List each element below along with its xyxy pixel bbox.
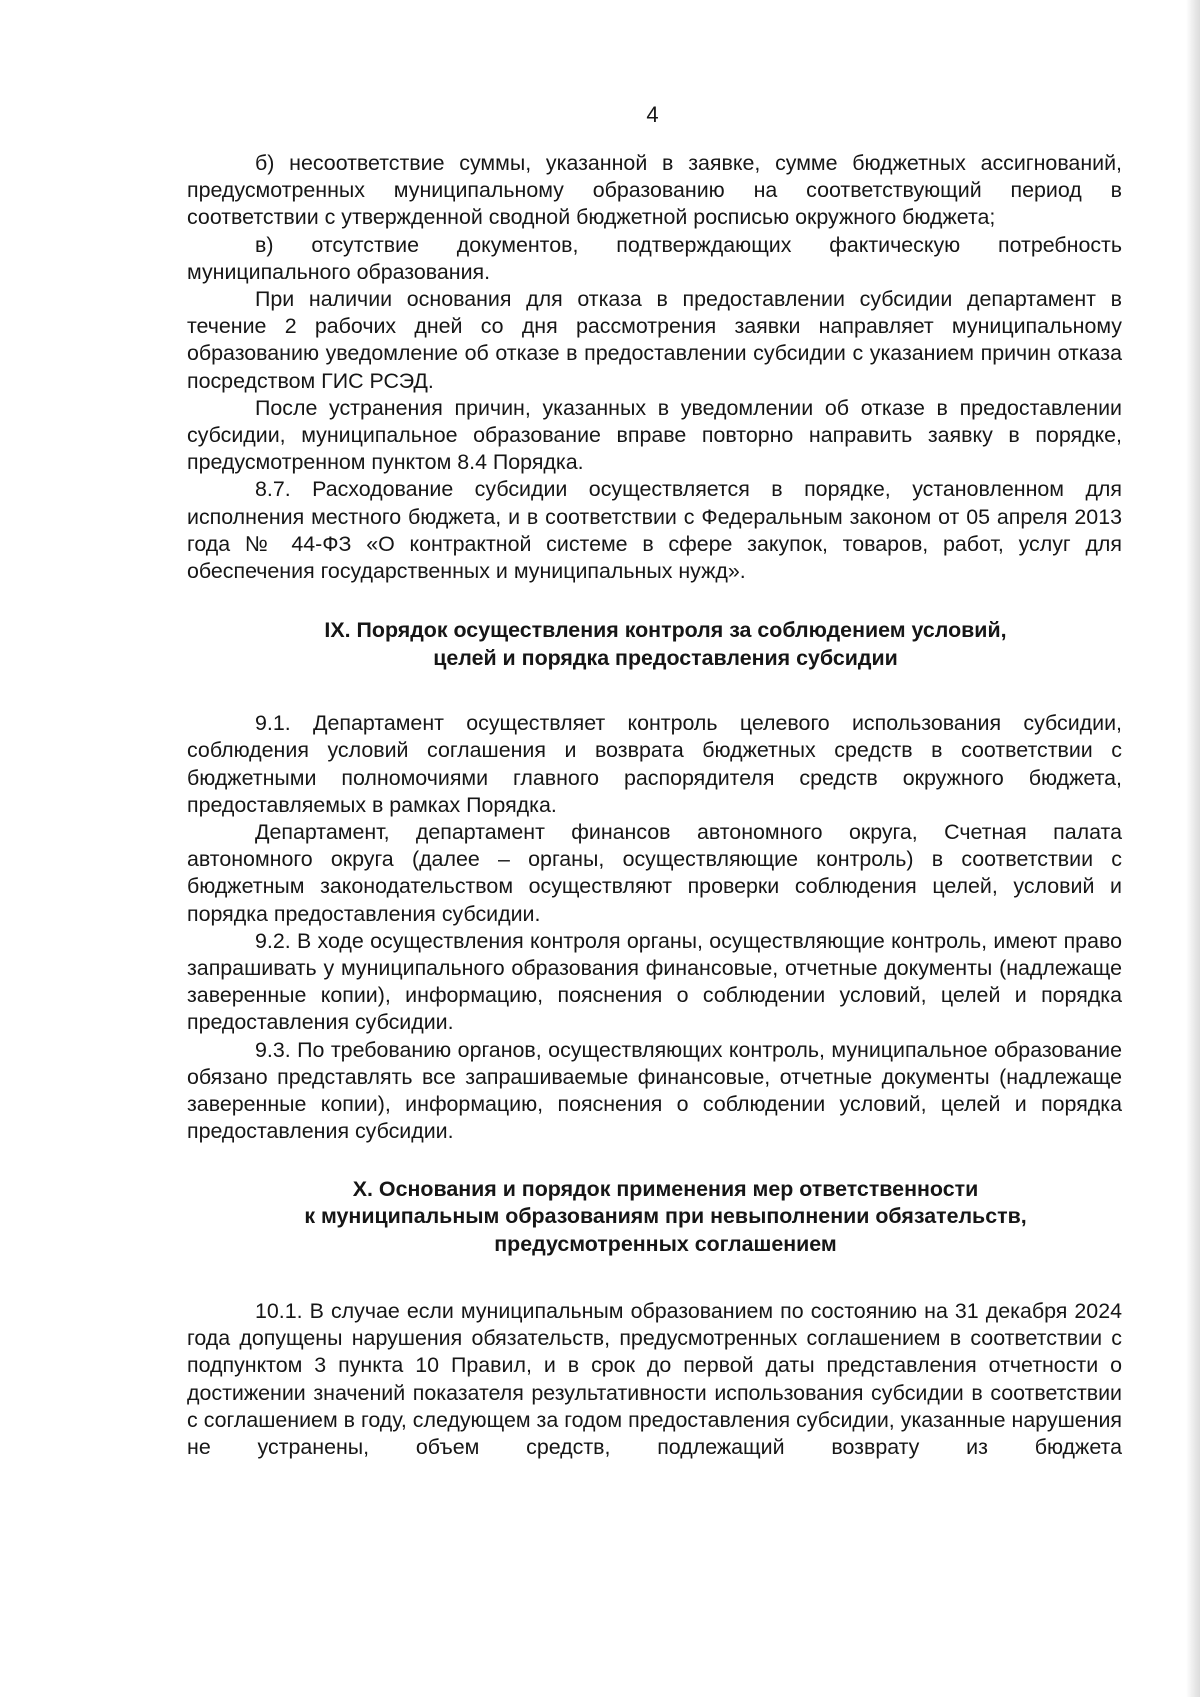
paragraph-9-2: 9.2. В ходе осуществления контроля органы, осуществляющие контроль, имеют право запрашивать у муниципального образования финансовые, отчетные документы (надлежаще заверенные копии), информацию, пояснения о соблюдении условий, целей и порядка предоставления субсидии.	[187, 928, 1122, 1035]
section-x-heading	[187, 1176, 1122, 1259]
paragraph-8-7: 8.7. Расходование субсидии осуществляется в порядке, установленном для исполнения местного бюджета, и в соответствии с Федеральным законом от 05 апреля 2013 года № 44-ФЗ «О контрактной системе в сфере закупок, товаров, работ, услуг для обеспечения государственных и муниципальных нужд».	[187, 477, 1122, 584]
paragraph-resubmission: После устранения причин, указанных в уведомлении об отказе в предоставлении субсидии, муниципальное образование вправе повторно направить заявку в порядке, предусмотренном пунктом 8.4 Порядка.	[187, 395, 1122, 475]
paragraph-refusal-notice: При наличии основания для отказа в предоставлении субсидии департамент в течение 2 рабочих дней со дня рассмотрения заявки направляет муниципальному образованию уведомление об отказе в предоставлении субсидии с указанием причин отказа посредством ГИС РСЭД.	[187, 287, 1122, 393]
section-x-heading-line-1: X. Основания и порядок применения мер ответственности	[352, 1176, 979, 1201]
page-edge-shadow	[1186, 0, 1200, 1697]
paragraph-10-1: 10.1. В случае если муниципальным образованием по состоянию на 31 декабря 2024 года допущены нарушения обязательств, предусмотренных соглашением в соответствии с подпунктом 3 пункта 10 Правил, и в срок до первой даты представления отчетности о достижении значений показателя результативности использования субсидии в соответствии с соглашением в году, следующем за годом предоставления субсидии, указанные нарушения не устранены, объем средств, подлежащий возврату из бюджета	[187, 1299, 1122, 1460]
paragraph-9-1: 9.1. Департамент осуществляет контроль целевого использования субсидии, соблюдения условий соглашения и возврата бюджетных средств в соответствии с бюджетными полномочиями главного распорядителя средств окружного бюджета, предоставляемых в рамках Порядка.	[187, 711, 1122, 817]
paragraph-9-3: 9.3. По требованию органов, осуществляющих контроль, муниципальное образование обязано представлять все запрашиваемые финансовые, отчетные документы (надлежаще заверенные копии), информацию, пояснения о соблюдении условий, целей и порядка предоставления субсидии.	[187, 1037, 1122, 1144]
section-x-heading-line-3: предусмотренных соглашением	[494, 1231, 837, 1256]
paragraph-item-v: в) отсутствие документов, подтверждающих фактическую потребность муниципального образования.	[187, 232, 1122, 284]
section-ix-heading-line-2: целей и порядка предоставления субсидии	[433, 645, 898, 670]
document-body	[187, 150, 1122, 1461]
paragraph-item-b: б) несоответствие суммы, указанной в заявке, сумме бюджетных ассигнований, предусмотренных муниципальному образованию на соответствующий период в соответствии с утвержденной сводной бюджетной росписью окружного бюджета;	[187, 151, 1122, 230]
paragraph-control-bodies: Департамент, департамент финансов автономного округа, Счетная палата автономного округа (далее – органы, осуществляющие контроль) в соответствии с бюджетным законодательством осуществляют проверки соблюдения целей, условий и порядка предоставления субсидии.	[187, 820, 1122, 926]
page-number: 4	[646, 102, 659, 127]
section-ix-heading	[187, 617, 1122, 672]
section-x-heading-line-2: к муниципальным образованиям при невыполнении обязательств,	[304, 1204, 1027, 1228]
section-ix-heading-line-1: IX. Порядок осуществления контроля за соблюдением условий,	[324, 618, 1007, 643]
